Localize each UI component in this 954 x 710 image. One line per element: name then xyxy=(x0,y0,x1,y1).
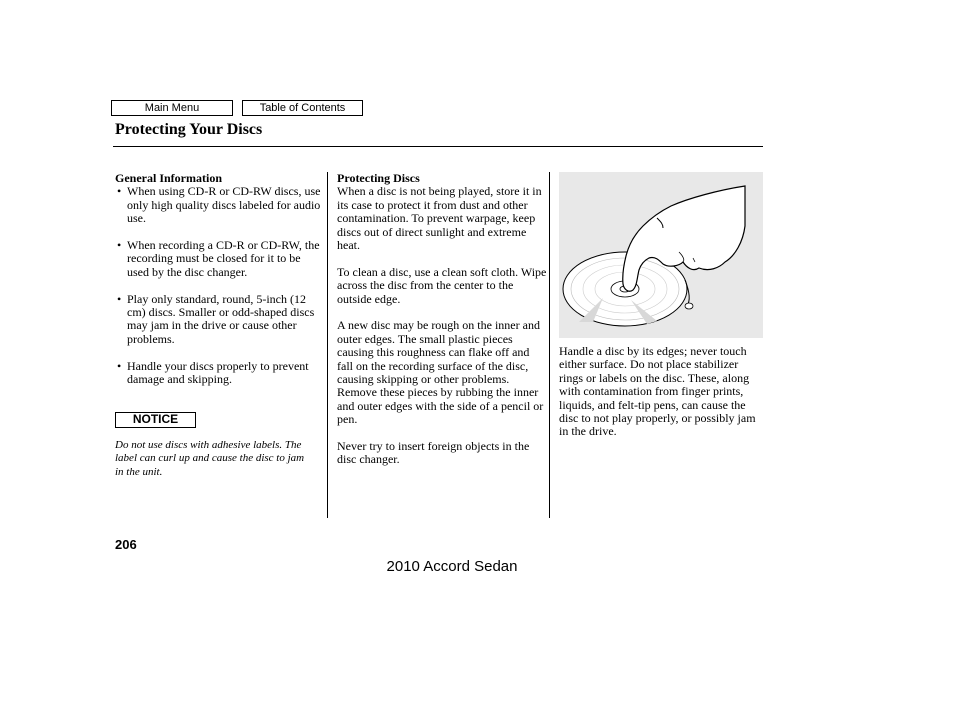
bullet-dot: • xyxy=(117,184,122,199)
hand-holding-disc-illustration xyxy=(559,172,763,338)
bullet-text: Handle your discs properly to prevent damage and skipping. xyxy=(127,358,309,387)
paragraph: Never try to insert foreign objects in the disc changer. xyxy=(337,439,530,467)
bullet-item xyxy=(115,185,325,225)
middle-column xyxy=(337,172,547,467)
right-column xyxy=(559,345,759,439)
bullet-dot: • xyxy=(117,358,122,373)
disc-icon xyxy=(559,172,763,338)
bullet-dot: • xyxy=(117,238,122,253)
bullet-dot: • xyxy=(117,291,122,306)
bullet-item xyxy=(115,239,325,279)
paragraph: When a disc is not being played, store it in its case to protect it from dust and other contamination. To prevent warpage, keep discs out of direct sunlight and extreme heat. xyxy=(337,184,542,253)
notice-text: Do not use discs with adhesive labels. The label can curl up and cause the disc to jam in the unit. xyxy=(115,439,305,478)
page-number: 206 xyxy=(115,537,137,552)
general-information-heading: General Information xyxy=(115,171,222,185)
bullet-item xyxy=(115,293,325,347)
paragraph: A new disc may be rough on the inner and outer edges. The small plastic pieces causing this roughness can flake off and fall on the recording surface of the disc, causing skipping or other problems. Remove these pieces by rubbing the inner and outer edges with the side of a pencil or pen. xyxy=(337,318,544,427)
notice-label: NOTICE xyxy=(115,412,196,428)
protecting-discs-heading: Protecting Discs xyxy=(337,171,420,185)
main-menu-button[interactable]: Main Menu xyxy=(111,100,233,116)
paragraph: To clean a disc, use a clean soft cloth. Wipe across the disc from the center to the outside edge. xyxy=(337,264,547,306)
left-column xyxy=(115,172,325,400)
bullet-text: When recording a CD-R or CD-RW, the recording must be closed for it to be used by the disc changer. xyxy=(127,238,320,279)
table-of-contents-button[interactable]: Table of Contents xyxy=(242,100,363,116)
footer-title: 2010 Accord Sedan xyxy=(386,558,518,575)
bullet-text: When using CD-R or CD-RW discs, use only high quality discs labeled for audio use. xyxy=(127,184,321,226)
bullet-item xyxy=(115,360,325,387)
bullet-text: Play only standard, round, 5-inch (12 cm) discs. Smaller or odd-shaped discs may jam in the drive or cause other problems. xyxy=(127,291,315,346)
illustration-caption: Handle a disc by its edges; never touch either surface. Do not place stabilizer rings or labels on the disc. These, along with contamination from finger prints, liquids, and felt-tip pens, can cause the disc to not play properly, or possibly jam in the drive. xyxy=(559,344,756,439)
title-divider xyxy=(113,146,763,147)
page-title: Protecting Your Discs xyxy=(115,121,263,138)
column-divider-2 xyxy=(549,172,550,518)
column-divider-1 xyxy=(327,172,328,518)
